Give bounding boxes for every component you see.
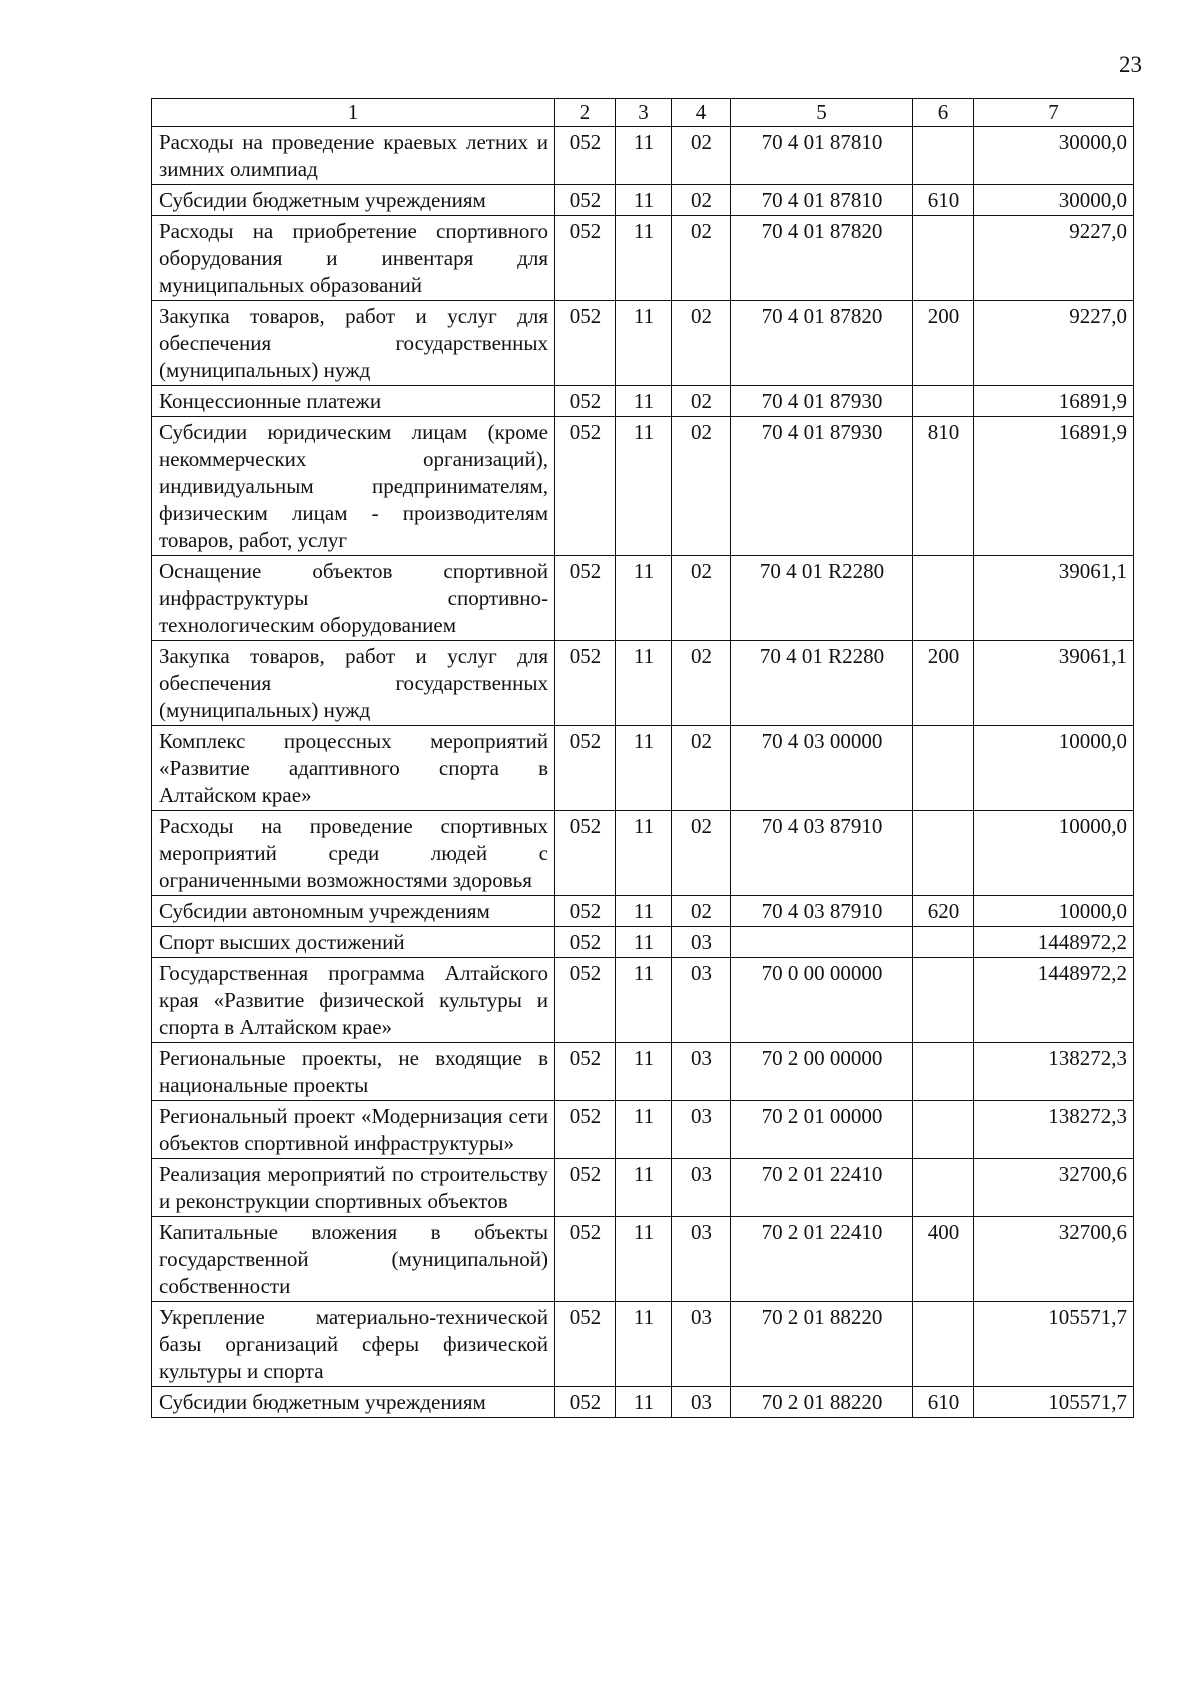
subsection-code-cell: 02 [672, 386, 731, 417]
expense-name-cell: Субсидии бюджетным учреждениям [152, 185, 555, 216]
subsection-code-cell: 03 [672, 1387, 731, 1418]
amount-cell: 16891,9 [974, 386, 1134, 417]
expense-name-cell: Региональный проект «Модернизация сети объектов спортивной инфраструктуры» [152, 1101, 555, 1159]
subsection-code-cell: 03 [672, 958, 731, 1043]
ministry-code-cell: 052 [555, 1387, 616, 1418]
target-article-cell: 70 2 01 22410 [731, 1217, 913, 1302]
expense-kind-cell [913, 1043, 974, 1101]
subsection-code-cell: 02 [672, 726, 731, 811]
target-article-cell: 70 4 01 87930 [731, 386, 913, 417]
column-header: 6 [913, 99, 974, 127]
target-article-cell [731, 927, 913, 958]
amount-cell: 32700,6 [974, 1217, 1134, 1302]
expense-kind-cell: 610 [913, 1387, 974, 1418]
subsection-code-cell: 02 [672, 811, 731, 896]
expense-name-cell: Государственная программа Алтайского края «Развитие физической культуры и спорта в Алтайском крае» [152, 958, 555, 1043]
subsection-code-cell: 03 [672, 1217, 731, 1302]
target-article-cell: 70 2 01 22410 [731, 1159, 913, 1217]
ministry-code-cell: 052 [555, 216, 616, 301]
section-code-cell: 11 [616, 958, 672, 1043]
page-number: 23 [1119, 52, 1142, 77]
expense-name-cell: Закупка товаров, работ и услуг для обеспечения государственных (муниципальных) нужд [152, 301, 555, 386]
ministry-code-cell: 052 [555, 958, 616, 1043]
expense-name-cell: Оснащение объектов спортивной инфраструктуры спортивно-технологическим оборудованием [152, 556, 555, 641]
ministry-code-cell: 052 [555, 417, 616, 556]
subsection-code-cell: 02 [672, 896, 731, 927]
column-header: 5 [731, 99, 913, 127]
subsection-code-cell: 02 [672, 417, 731, 556]
target-article-cell: 70 4 01 R2280 [731, 641, 913, 726]
target-article-cell: 70 4 01 87820 [731, 216, 913, 301]
ministry-code-cell: 052 [555, 1043, 616, 1101]
amount-cell: 30000,0 [974, 185, 1134, 216]
table-row [152, 1387, 1134, 1418]
ministry-code-cell: 052 [555, 1302, 616, 1387]
expense-name-cell: Субсидии автономным учреждениям [152, 896, 555, 927]
column-header: 7 [974, 99, 1134, 127]
table-row [152, 958, 1134, 1043]
ministry-code-cell: 052 [555, 1101, 616, 1159]
column-header: 4 [672, 99, 731, 127]
ministry-code-cell: 052 [555, 726, 616, 811]
section-code-cell: 11 [616, 1101, 672, 1159]
expense-kind-cell [913, 1101, 974, 1159]
ministry-code-cell: 052 [555, 556, 616, 641]
amount-cell: 39061,1 [974, 556, 1134, 641]
subsection-code-cell: 03 [672, 927, 731, 958]
table-row [152, 556, 1134, 641]
section-code-cell: 11 [616, 417, 672, 556]
section-code-cell: 11 [616, 927, 672, 958]
amount-cell: 39061,1 [974, 641, 1134, 726]
expense-kind-cell [913, 216, 974, 301]
amount-cell: 10000,0 [974, 726, 1134, 811]
section-code-cell: 11 [616, 556, 672, 641]
expense-kind-cell [913, 726, 974, 811]
target-article-cell: 70 4 01 R2280 [731, 556, 913, 641]
expense-name-cell: Укрепление материально-технической базы организаций сферы физической культуры и спорта [152, 1302, 555, 1387]
target-article-cell: 70 0 00 00000 [731, 958, 913, 1043]
section-code-cell: 11 [616, 301, 672, 386]
amount-cell: 9227,0 [974, 301, 1134, 386]
table-row [152, 386, 1134, 417]
target-article-cell: 70 2 01 88220 [731, 1302, 913, 1387]
table-row [152, 1043, 1134, 1101]
section-code-cell: 11 [616, 1217, 672, 1302]
target-article-cell: 70 4 01 87810 [731, 185, 913, 216]
column-header: 3 [616, 99, 672, 127]
table-header [152, 99, 1134, 127]
expense-kind-cell: 620 [913, 896, 974, 927]
amount-cell: 32700,6 [974, 1159, 1134, 1217]
table-row [152, 927, 1134, 958]
subsection-code-cell: 03 [672, 1043, 731, 1101]
subsection-code-cell: 02 [672, 216, 731, 301]
target-article-cell: 70 2 00 00000 [731, 1043, 913, 1101]
expense-kind-cell [913, 556, 974, 641]
subsection-code-cell: 03 [672, 1159, 731, 1217]
amount-cell: 105571,7 [974, 1302, 1134, 1387]
ministry-code-cell: 052 [555, 301, 616, 386]
expense-kind-cell: 610 [913, 185, 974, 216]
table-row [152, 216, 1134, 301]
budget-table [151, 98, 1134, 1418]
table-row [152, 1159, 1134, 1217]
header-row [152, 99, 1134, 127]
target-article-cell: 70 4 01 87820 [731, 301, 913, 386]
target-article-cell: 70 4 01 87930 [731, 417, 913, 556]
amount-cell: 10000,0 [974, 896, 1134, 927]
amount-cell: 138272,3 [974, 1101, 1134, 1159]
ministry-code-cell: 052 [555, 641, 616, 726]
amount-cell: 1448972,2 [974, 927, 1134, 958]
section-code-cell: 11 [616, 811, 672, 896]
target-article-cell: 70 2 01 88220 [731, 1387, 913, 1418]
section-code-cell: 11 [616, 185, 672, 216]
table-row [152, 1217, 1134, 1302]
ministry-code-cell: 052 [555, 185, 616, 216]
target-article-cell: 70 4 03 87910 [731, 811, 913, 896]
amount-cell: 105571,7 [974, 1387, 1134, 1418]
table-row [152, 301, 1134, 386]
subsection-code-cell: 02 [672, 641, 731, 726]
section-code-cell: 11 [616, 1387, 672, 1418]
expense-kind-cell [913, 1302, 974, 1387]
expense-kind-cell [913, 127, 974, 185]
table-row [152, 185, 1134, 216]
table-row [152, 641, 1134, 726]
subsection-code-cell: 03 [672, 1302, 731, 1387]
expense-name-cell: Концессионные платежи [152, 386, 555, 417]
subsection-code-cell: 02 [672, 301, 731, 386]
amount-cell: 9227,0 [974, 216, 1134, 301]
expense-name-cell: Капитальные вложения в объекты государственной (муниципальной) собственности [152, 1217, 555, 1302]
ministry-code-cell: 052 [555, 896, 616, 927]
table-row [152, 1101, 1134, 1159]
expense-name-cell: Расходы на приобретение спортивного оборудования и инвентаря для муниципальных образований [152, 216, 555, 301]
target-article-cell: 70 2 01 00000 [731, 1101, 913, 1159]
ministry-code-cell: 052 [555, 927, 616, 958]
expense-kind-cell [913, 386, 974, 417]
section-code-cell: 11 [616, 1302, 672, 1387]
table-row [152, 726, 1134, 811]
section-code-cell: 11 [616, 896, 672, 927]
expense-name-cell: Спорт высших достижений [152, 927, 555, 958]
column-header: 2 [555, 99, 616, 127]
subsection-code-cell: 02 [672, 127, 731, 185]
target-article-cell: 70 4 03 87910 [731, 896, 913, 927]
column-header: 1 [152, 99, 555, 127]
section-code-cell: 11 [616, 641, 672, 726]
subsection-code-cell: 03 [672, 1101, 731, 1159]
table-row [152, 896, 1134, 927]
expense-kind-cell [913, 1159, 974, 1217]
expense-kind-cell: 810 [913, 417, 974, 556]
section-code-cell: 11 [616, 1159, 672, 1217]
subsection-code-cell: 02 [672, 185, 731, 216]
expense-name-cell: Реализация мероприятий по строительству и реконструкции спортивных объектов [152, 1159, 555, 1217]
expense-kind-cell: 400 [913, 1217, 974, 1302]
section-code-cell: 11 [616, 1043, 672, 1101]
subsection-code-cell: 02 [672, 556, 731, 641]
section-code-cell: 11 [616, 726, 672, 811]
table-row [152, 1302, 1134, 1387]
expense-name-cell: Закупка товаров, работ и услуг для обеспечения государственных (муниципальных) нужд [152, 641, 555, 726]
amount-cell: 138272,3 [974, 1043, 1134, 1101]
expense-name-cell: Субсидии бюджетным учреждениям [152, 1387, 555, 1418]
expense-kind-cell [913, 958, 974, 1043]
amount-cell: 16891,9 [974, 417, 1134, 556]
expense-name-cell: Комплекс процессных мероприятий «Развитие адаптивного спорта в Алтайском крае» [152, 726, 555, 811]
amount-cell: 30000,0 [974, 127, 1134, 185]
expense-kind-cell [913, 927, 974, 958]
table-row [152, 811, 1134, 896]
section-code-cell: 11 [616, 216, 672, 301]
ministry-code-cell: 052 [555, 811, 616, 896]
section-code-cell: 11 [616, 386, 672, 417]
table-row [152, 417, 1134, 556]
expense-kind-cell: 200 [913, 301, 974, 386]
table-body [152, 127, 1134, 1418]
expense-name-cell: Региональные проекты, не входящие в национальные проекты [152, 1043, 555, 1101]
expense-kind-cell: 200 [913, 641, 974, 726]
expense-name-cell: Расходы на проведение краевых летних и зимних олимпиад [152, 127, 555, 185]
expense-kind-cell [913, 811, 974, 896]
target-article-cell: 70 4 01 87810 [731, 127, 913, 185]
amount-cell: 1448972,2 [974, 958, 1134, 1043]
expense-name-cell: Субсидии юридическим лицам (кроме некоммерческих организаций), индивидуальным предпринимателям, физическим лицам - производителям товаров, работ, услуг [152, 417, 555, 556]
ministry-code-cell: 052 [555, 1159, 616, 1217]
table-row [152, 127, 1134, 185]
expense-name-cell: Расходы на проведение спортивных мероприятий среди людей с ограниченными возможностями здоровья [152, 811, 555, 896]
section-code-cell: 11 [616, 127, 672, 185]
ministry-code-cell: 052 [555, 386, 616, 417]
target-article-cell: 70 4 03 00000 [731, 726, 913, 811]
amount-cell: 10000,0 [974, 811, 1134, 896]
ministry-code-cell: 052 [555, 127, 616, 185]
ministry-code-cell: 052 [555, 1217, 616, 1302]
